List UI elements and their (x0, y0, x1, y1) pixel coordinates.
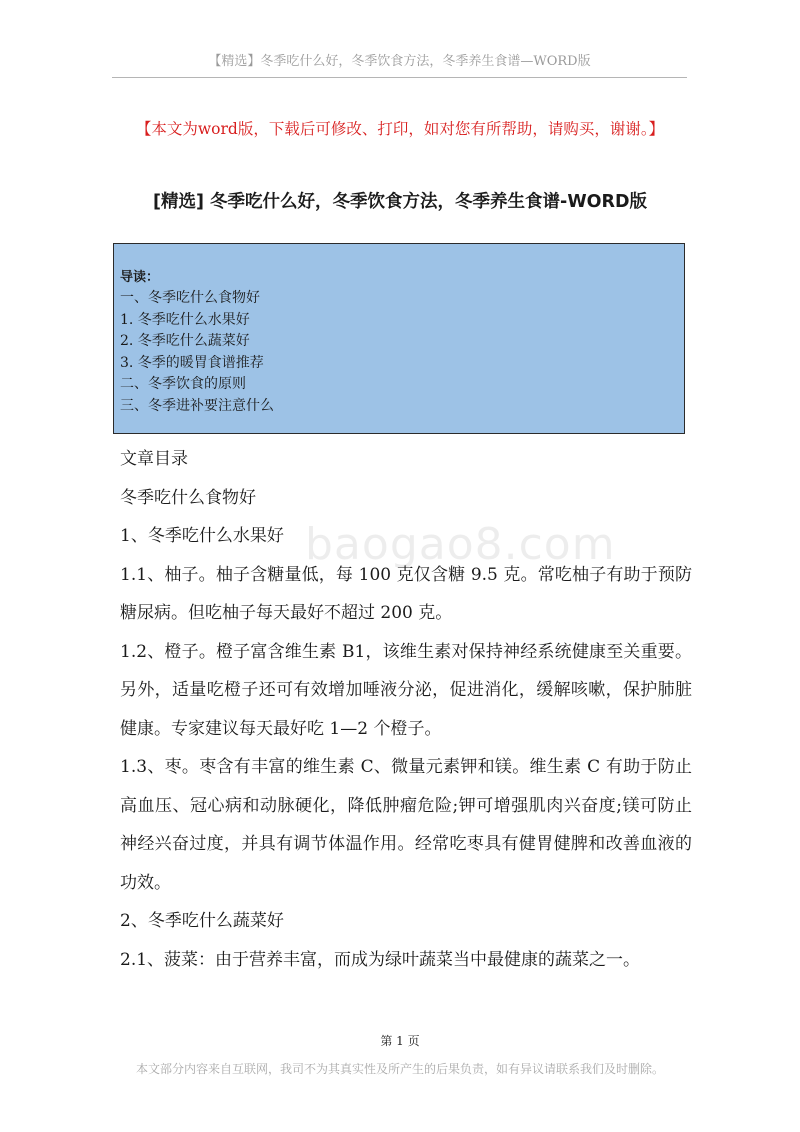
subsection-heading: 2、冬季吃什么蔬菜好 (120, 911, 284, 931)
guide-item: 三、冬季进补要注意什么 (120, 397, 274, 414)
guide-label: 导读： (120, 270, 160, 285)
document-body (120, 440, 692, 979)
guide-item: 1. 冬季吃什么水果好 (120, 311, 250, 328)
toc-heading: 文章目录 (120, 449, 188, 469)
guide-item: 二、冬季饮食的原则 (120, 376, 246, 392)
word-version-notice: 【本文为word版，下载后可修改、打印，如对您有所帮助，请购买，谢谢。】 (135, 120, 665, 138)
document-title: [精选] 冬季吃什么好，冬季饮食方法，冬季养生食谱-WORD版 (152, 192, 648, 212)
guide-box (113, 243, 685, 434)
running-header: 【精选】冬季吃什么好，冬季饮食方法，冬季养生食谱—WORD版 (112, 50, 687, 78)
body-paragraph: 1.3、枣。枣含有丰富的维生素 C、微量元素钾和镁。维生素 C 有助于防止高血压、冠心病和动脉硬化，降低肿瘤危险;钾可增强肌肉兴奋度;镁可防止神经兴奋过度，并具有调节体温作用。经常吃枣具有健胃健脾和改善血液的功效。 (120, 757, 692, 893)
disclaimer-footer: 本文部分内容来自互联网，我司不为其真实性及所产生的后果负责，如有异议请联系我们及时删除。 (135, 1062, 664, 1076)
body-paragraph: 2.1、菠菜：由于营养丰富，而成为绿叶蔬菜当中最健康的蔬菜之一。 (120, 949, 641, 970)
guide-item: 2. 冬季吃什么蔬菜好 (120, 333, 250, 349)
guide-item: 3. 冬季的暖胃食谱推荐 (120, 354, 264, 371)
guide-item: 一、冬季吃什么食物好 (120, 290, 260, 306)
section-heading: 冬季吃什么食物好 (120, 487, 256, 508)
page-number: 第 1 页 (380, 1034, 420, 1048)
watermark-text: baogao8.com (305, 519, 616, 570)
body-paragraph: 1.1、柚子。柚子含糖量低，每 100 克仅含糖 9.5 克。常吃柚子有助于预防糖尿病。但吃柚子每天最好不超过 200 克。 (120, 564, 692, 623)
subsection-heading: 1、冬季吃什么水果好 (120, 526, 284, 546)
body-paragraph: 1.2、橙子。橙子富含维生素 B1，该维生素对保持神经系统健康至关重要。另外，适量吃橙子还可有效增加唾液分泌，促进消化，缓解咳嗽，保护肺脏健康。专家建议每天最好吃 1—2 个橙子。 (120, 641, 692, 739)
